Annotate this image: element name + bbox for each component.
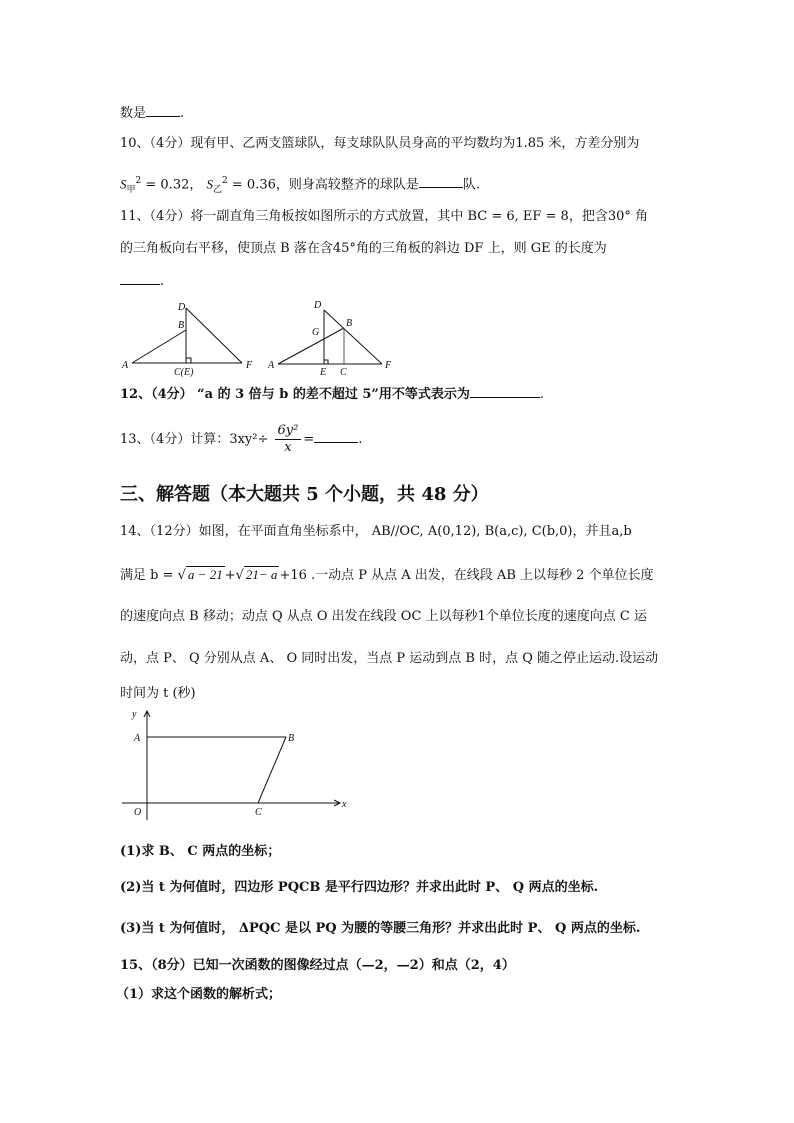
label-b: B: [346, 318, 353, 329]
plus: +: [224, 568, 236, 583]
q10-suffix: 队.: [462, 177, 481, 193]
q14-sub3: [120, 920, 640, 938]
s-jia-val: = 0.32，: [145, 177, 203, 193]
label-a: A: [268, 360, 275, 371]
answer-blank[interactable]: [419, 175, 463, 188]
fraction: [275, 423, 302, 456]
q9-suffix: .: [180, 106, 185, 121]
label-f: F: [246, 360, 253, 371]
triangle-figure-1: [118, 298, 258, 378]
s-yi-sub: 乙: [213, 184, 223, 195]
q9-tail: [120, 104, 184, 123]
label-y: y: [132, 709, 137, 720]
q15-sub1-text: （1）求这个函数的解析式；: [116, 987, 282, 1002]
sqrt-2: 21− a: [245, 567, 278, 582]
s-yi: S: [206, 176, 214, 192]
label-o: O: [134, 807, 142, 818]
label-a: A: [134, 733, 141, 744]
q14-sub2: [120, 879, 598, 897]
q14-line3: [120, 608, 647, 626]
label-x: x: [342, 799, 347, 810]
label-b: B: [288, 733, 295, 744]
q13: [120, 420, 362, 460]
q14-suffix: +16 .一动点 P 从点 A 出发，在线段 AB 上以每秒 2 个单位长度: [279, 568, 654, 583]
q14-sub1: [120, 843, 280, 861]
frac-den: x: [284, 440, 292, 455]
q14-sub1-text: (1)求 B、 C 两点的坐标；: [120, 844, 281, 859]
answer-blank[interactable]: [470, 385, 540, 398]
label-a: A: [122, 360, 129, 371]
s-jia: S: [120, 176, 127, 192]
q13-suffix: .: [358, 432, 363, 447]
q10-text: 10、（4分）现有甲、乙两支篮球队，每支球队队员身高的平均数均为1.85 米，方差分别为: [120, 136, 640, 151]
s-yi-val: = 0.36，则身高较整齐的球队是: [231, 177, 419, 193]
s-jia-sub: 甲: [126, 184, 136, 195]
triangle-figure-2: [260, 298, 400, 378]
q15-line1: [120, 957, 515, 975]
q14-text1: 14、（12分）如图，在平面直角坐标系中， AB//OC, A(0,12), B(a,c), C(b,0)，并且a,b: [120, 524, 632, 539]
sqrt-1: a − 21: [187, 567, 223, 582]
label-f: F: [385, 360, 392, 371]
answer-blank[interactable]: [120, 272, 160, 285]
q12-suffix: .: [539, 387, 545, 402]
q14-line5: [120, 685, 196, 703]
q11-suffix: .: [160, 274, 165, 289]
label-c: C: [340, 367, 347, 378]
q11-line2: [120, 240, 607, 258]
q14-line2: 满足 b = √ a − 21 +√ 21− a +16 .一动点 P 从点 A 出发，在线段 AB 上以每秒 2 个单位长度: [120, 567, 654, 583]
q14-line4: [120, 650, 658, 668]
q13-eq: =: [303, 432, 315, 447]
q14-text5: 时间为 t (秒): [120, 686, 196, 701]
q14-sub3-text: (3)当 t 为何值时， ΔPQC 是以 PQ 为腰的等腰三角形？并求出此时 P、 Q 两点的坐标.: [120, 921, 641, 936]
frac-num: 6y²: [275, 423, 302, 440]
label-c: C: [255, 807, 262, 818]
coordinate-figure: [118, 705, 358, 825]
section-heading: 三、解答题（本大题共 5 个小题，共 48 分）: [120, 484, 489, 505]
label-d: D: [314, 300, 322, 311]
answer-blank[interactable]: [314, 430, 358, 443]
answer-blank[interactable]: [146, 104, 180, 117]
q12-text: 12、（4分） “a 的 3 倍与 b 的差不超过 5”用不等式表示为: [120, 387, 470, 402]
q14-text3: 的速度向点 B 移动；动点 Q 从点 O 出发在线段 OC 上以每秒1个单位长度的速度向点 C 运: [120, 609, 648, 624]
q14-line1: [120, 523, 632, 541]
q15-text: 15、（8分）已知一次函数的图像经过点（—2，—2）和点（2，4）: [120, 958, 515, 973]
q9-tail-text: 数是: [120, 106, 147, 121]
q15-sub1: [116, 986, 281, 1004]
q12: [120, 385, 544, 404]
label-g: G: [312, 327, 320, 338]
q11-line1: [120, 208, 648, 226]
label-e: E: [320, 367, 327, 378]
q13-prefix: 13、（4分）计算：3xy²÷: [120, 432, 269, 447]
q14-sub2-text: (2)当 t 为何值时，四边形 PQCB 是平行四边形？并求出此时 P、 Q 两点的坐标.: [120, 880, 599, 895]
label-b: B: [178, 320, 185, 331]
q14-prefix: 满足 b =: [120, 568, 178, 583]
label-ce: C(E): [174, 367, 194, 378]
q11-text1: 11、（4分）将一副直角三角板按如图所示的方式放置，其中 BC = 6, EF = 8，把含30° 角: [120, 209, 648, 224]
q11-line3: [120, 272, 164, 291]
q10-line2: $S_甲^2 = 0.32$， $S_乙^2 = 0.36$，则身高较整齐的球队是 队.: [120, 176, 481, 195]
label-d: D: [178, 302, 186, 313]
q14-text4: 动，点 P、 Q 分别从点 A、 O 同时出发，当点 P 运动到点 B 时，点 Q 随之停止运动.设运动: [120, 651, 659, 666]
q10-line1: [120, 135, 639, 153]
q11-text2: 的三角板向右平移，使顶点 B 落在含45°角的三角板的斜边 DF 上，则 GE 的长度为: [120, 241, 607, 256]
